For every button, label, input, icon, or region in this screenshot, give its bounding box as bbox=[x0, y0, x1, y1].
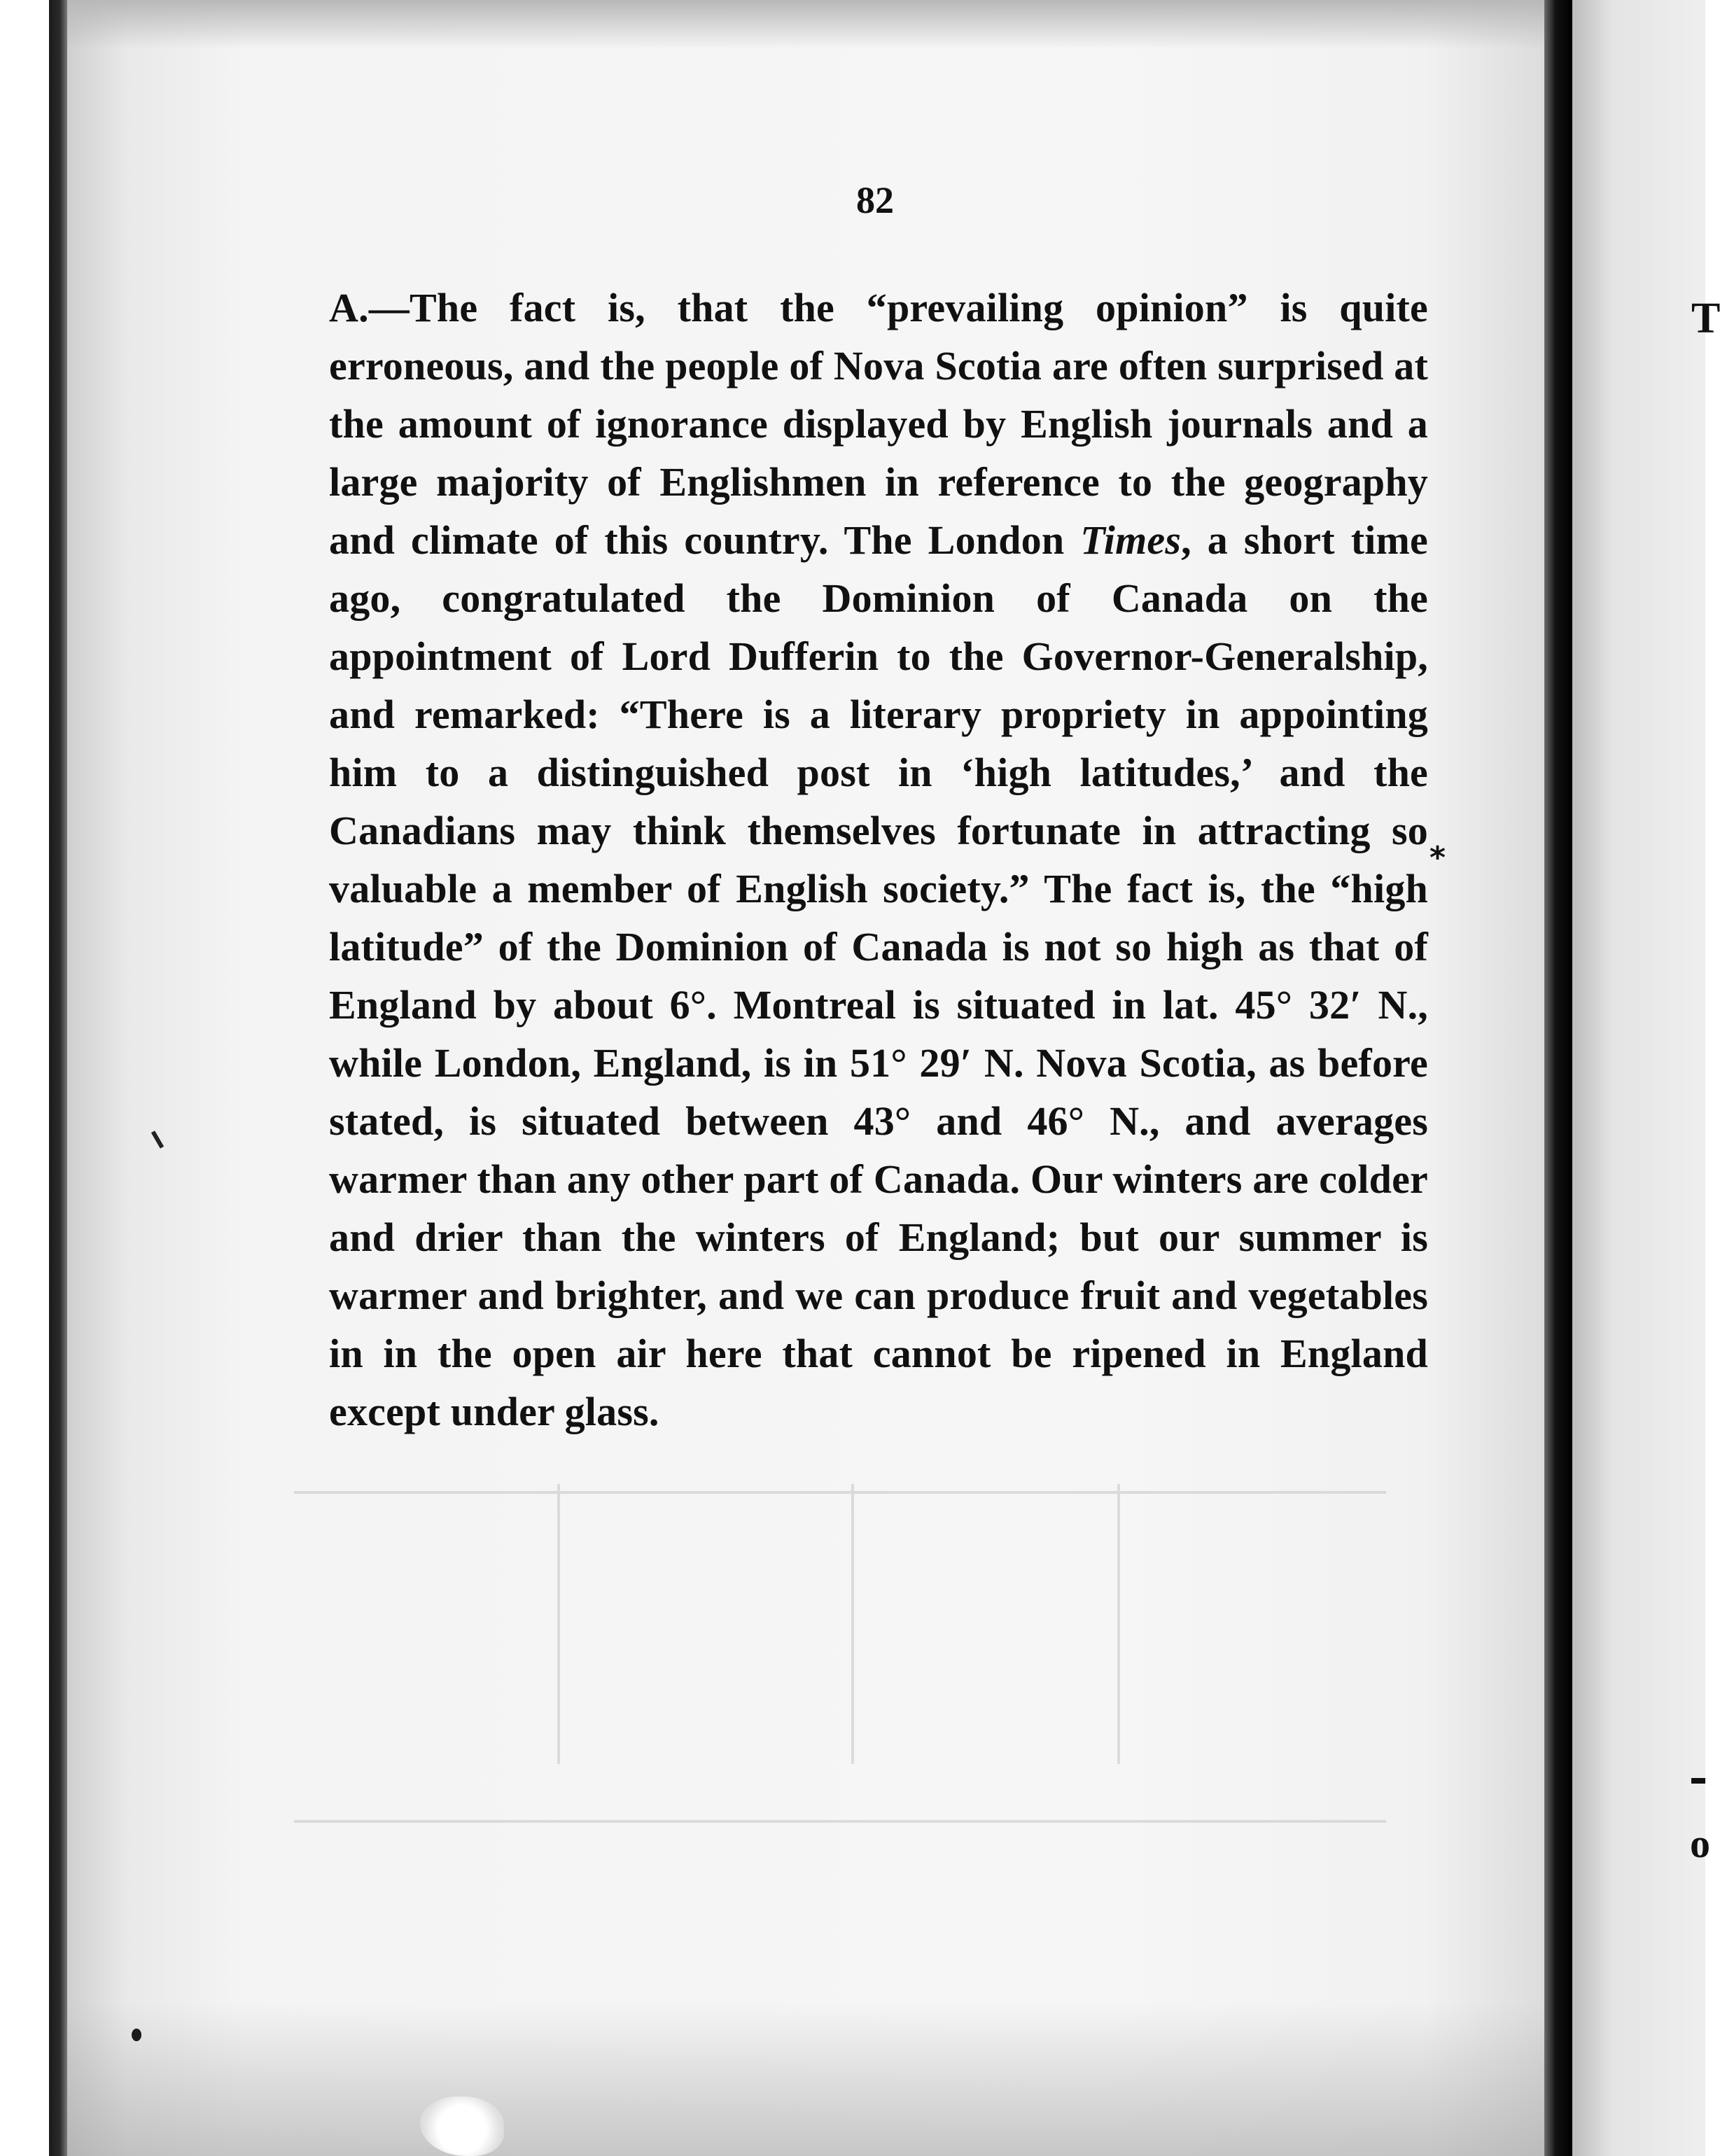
margin-dot-mark bbox=[132, 2029, 141, 2041]
times-italic: Times bbox=[1080, 517, 1182, 563]
adjacent-page-fragment-bottom: o bbox=[1690, 1821, 1710, 1866]
body-paragraph bbox=[329, 279, 1428, 1441]
body-text-part-2: , a short time ago, congratulated the Dominion of Canada on the appointment of Lord Dufferin to the Governor-Generalship, and remarked: “There is a literary propriety in appointing him to a distinguished post in ‘high latitudes,’ and the Canadians may think themselves fortunate in attracting so valuable a member of English society.” The fact is, the “high latitude” of the Dominion of Canada is not so high as that of England by about 6°. Montreal is situated in lat. 45° 32′ N., while London, England, is in 51° 29′ N. Nova Scotia, as before stated, is situated between 43° and 46° N., and averages warmer than any other part of Canada. Our winters are colder and drier than the winters of England; but our summer is warmer and brighter, and we can produce fruit and vegetables in in the open air here that cannot be ripened in England except under glass. bbox=[329, 517, 1428, 1434]
page-number: 82 bbox=[856, 179, 894, 221]
adjacent-page-rule bbox=[1691, 1778, 1705, 1784]
adjacent-page-edge bbox=[1572, 0, 1720, 2156]
book-gutter bbox=[1544, 0, 1572, 2156]
body-text-part-1: A.—The fact is, that the “prevailing opinion” is quite erroneous, and the people of Nova Scotia are often surprised at the amount of ignorance displayed by English journals and a large majority of Englishmen in reference to the geography and climate of this country. The London bbox=[329, 285, 1428, 563]
page-top-shadow bbox=[67, 0, 1544, 49]
reverse-side-table-showthrough bbox=[294, 1484, 1386, 1848]
adjacent-page-fragment-top: T bbox=[1691, 295, 1720, 342]
margin-asterisk-mark: * bbox=[1429, 840, 1446, 876]
left-page-edge bbox=[49, 0, 67, 2156]
page-bottom-shadow bbox=[67, 2002, 1544, 2156]
